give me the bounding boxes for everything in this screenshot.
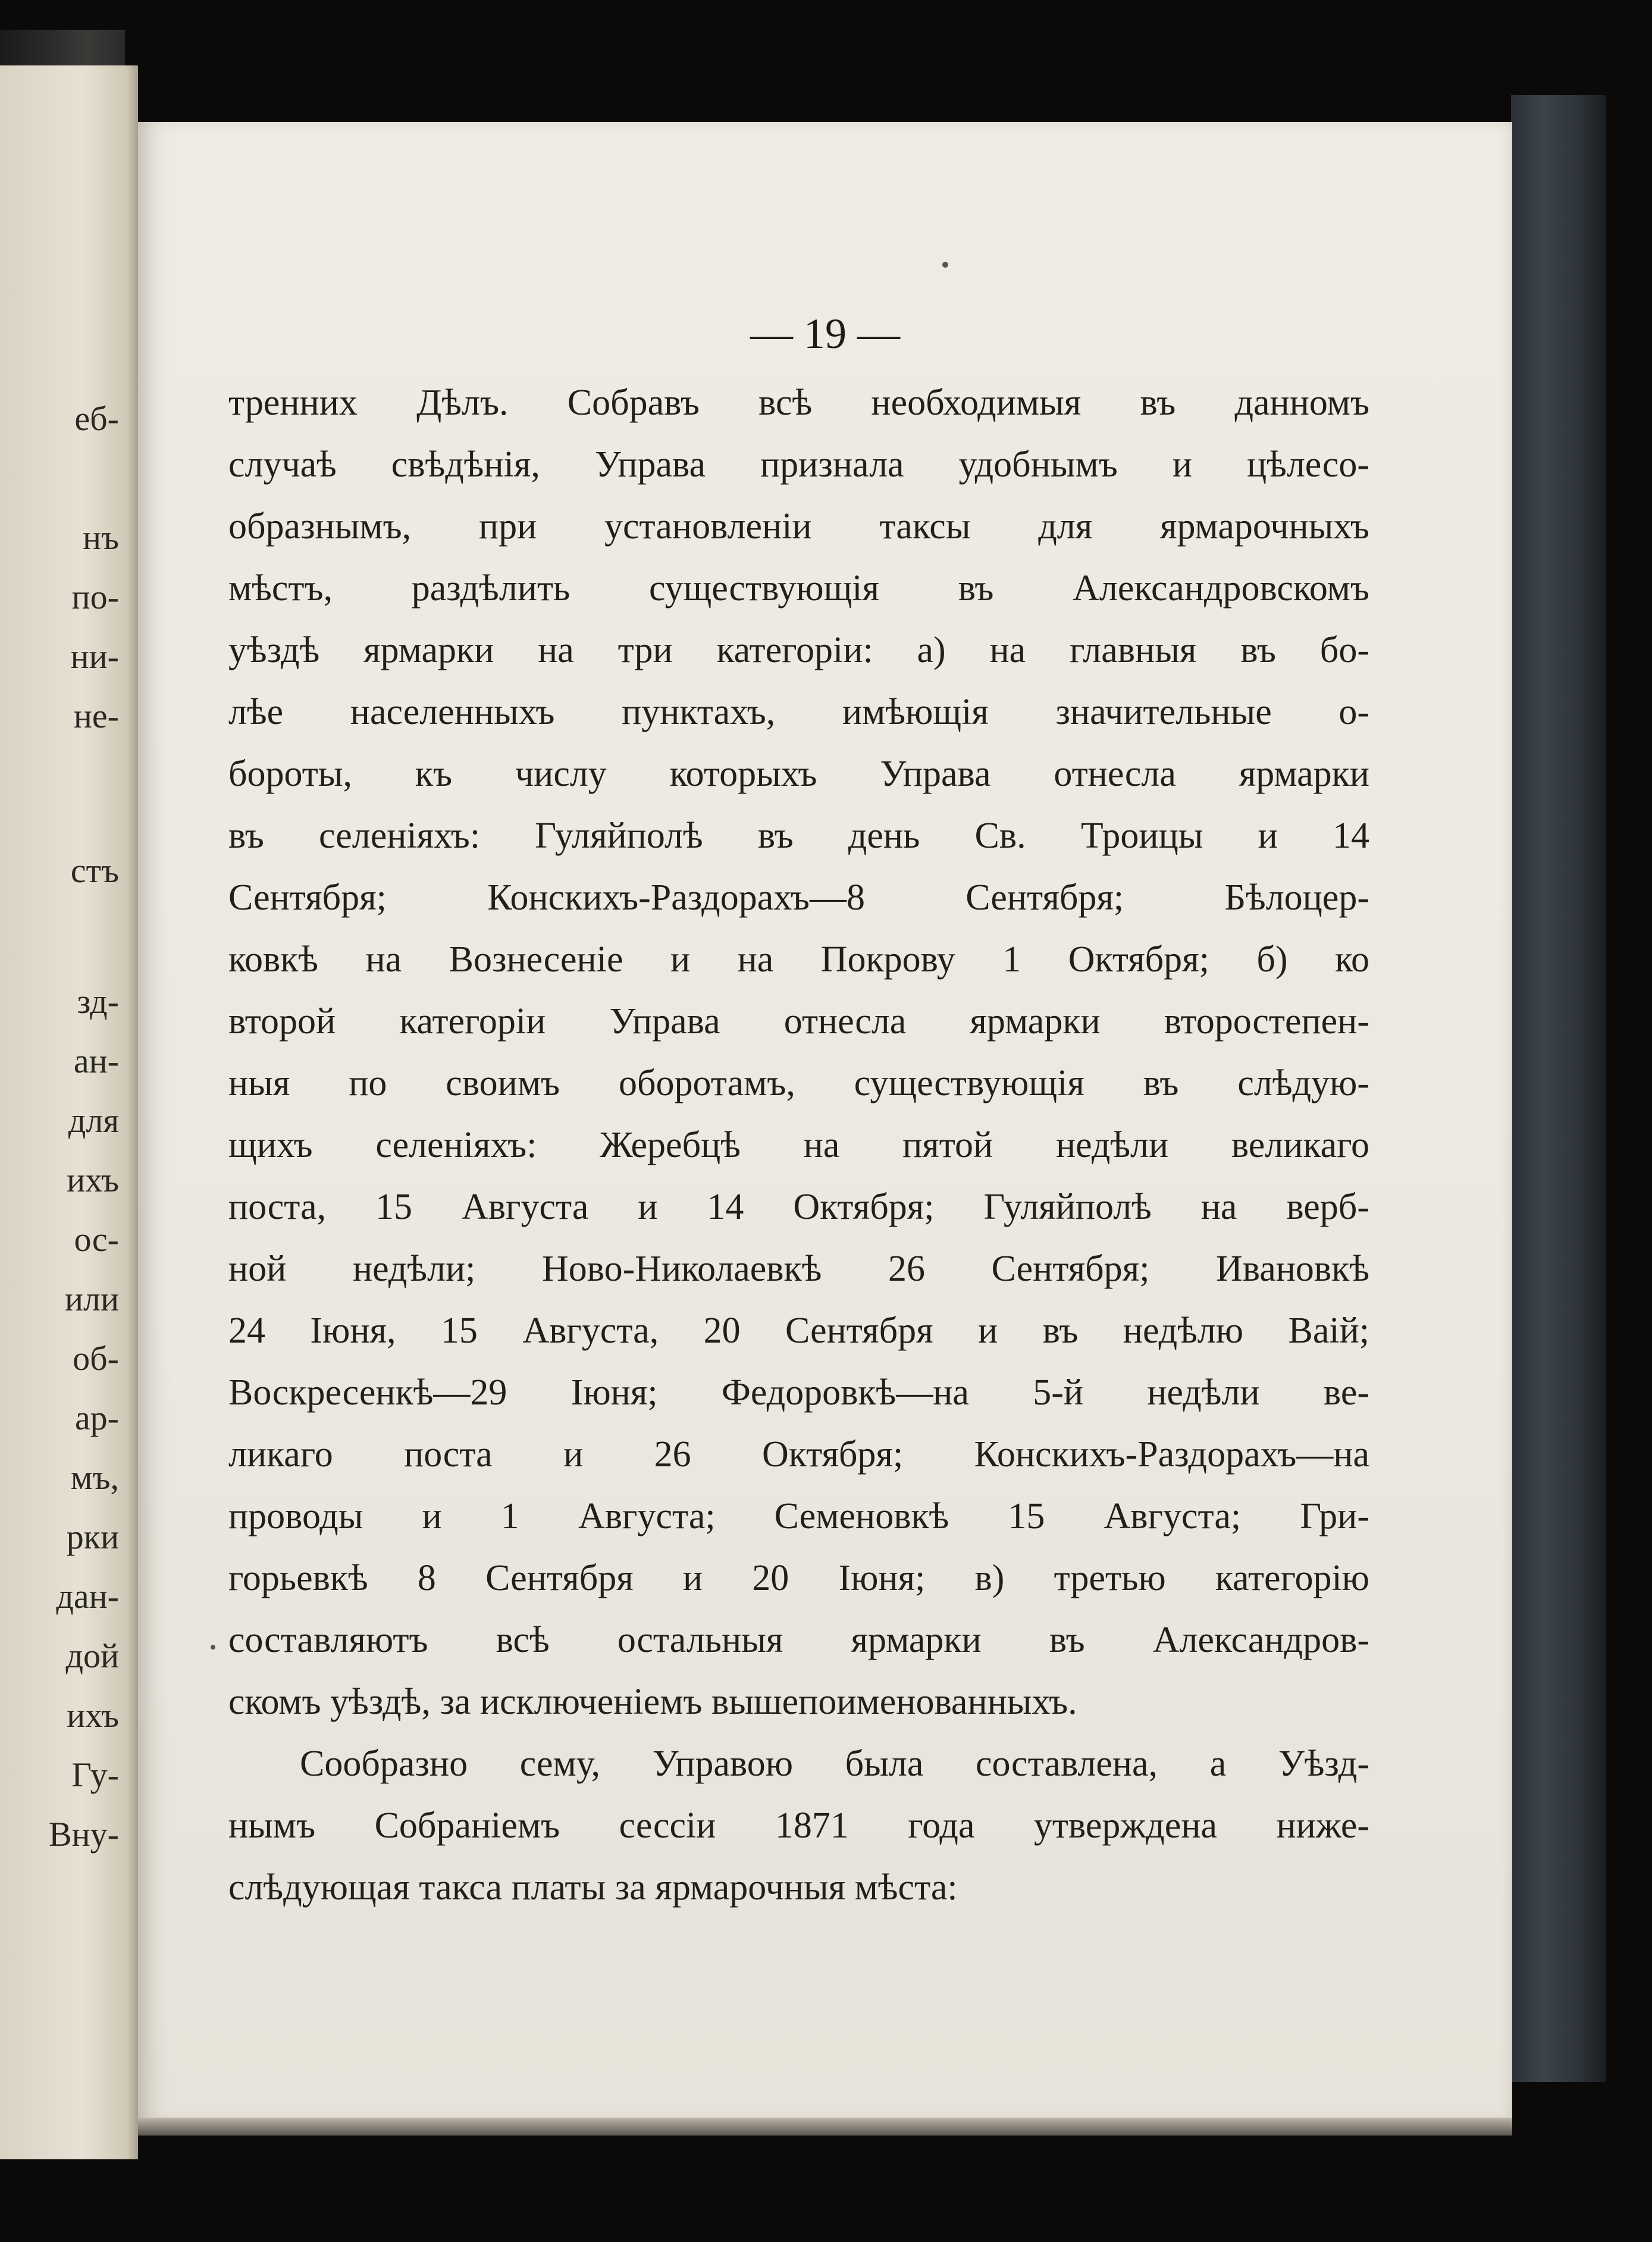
- text-line: щихъ селеніяхъ: Жеребцѣ на пятой недѣли великаго: [228, 1125, 1369, 1165]
- body-text: [228, 372, 1369, 1918]
- text-line: нымъ Собраніемъ сессіи 1871 года утверждена ниже-: [228, 1805, 1369, 1846]
- text-line: лѣе населенныхъ пунктахъ, имѣющія значительные о-: [228, 692, 1369, 732]
- text-line: тренних Дѣлъ. Собравъ всѣ необходимыя въ данномъ: [228, 382, 1369, 423]
- left-page-fragment: еб-: [74, 399, 119, 438]
- text-line: ковкѣ на Вознесеніе и на Покрову 1 Октября; б) ко: [228, 939, 1369, 980]
- text-line: скомъ уѣздѣ, за исключеніемъ вышепоименованныхъ.: [228, 1682, 1077, 1722]
- paper-speck: [211, 1645, 215, 1650]
- text-line: уѣздѣ ярмарки на три категоріи: а) на главныя въ бо-: [228, 630, 1369, 670]
- text-line: второй категоріи Управа отнесла ярмарки второстепен-: [228, 1001, 1369, 1042]
- left-page-fragment: дан-: [56, 1577, 119, 1616]
- page-bottom-edge: [138, 2118, 1512, 2136]
- book-page: [138, 122, 1512, 2121]
- text-line: Сообразно сему, Управою была составлена, а Уѣзд-: [300, 1744, 1369, 1784]
- left-page-fragment: мъ,: [70, 1458, 119, 1497]
- text-line: бороты, къ числу которыхъ Управа отнесла ярмарки: [228, 754, 1369, 794]
- left-page-fragment: рки: [66, 1517, 119, 1556]
- text-line: ныя по своимъ оборотамъ, существующія въ слѣдую-: [228, 1063, 1369, 1103]
- left-page-fragment: об-: [73, 1339, 119, 1378]
- text-line: 24 Іюня, 15 Августа, 20 Сентября и въ недѣлю Ваій;: [228, 1310, 1369, 1351]
- left-page-fragment: ос-: [74, 1220, 119, 1259]
- text-line: поста, 15 Августа и 14 Октября; Гуляйполѣ на верб-: [228, 1187, 1369, 1227]
- text-line: мѣстъ, раздѣлить существующія въ Александровскомъ: [228, 568, 1369, 609]
- left-page-fragment: дой: [65, 1636, 119, 1675]
- text-line: въ селеніяхъ: Гуляйполѣ въ день Св. Троицы и 14: [228, 816, 1369, 856]
- text-line: ной недѣли; Ново-Николаевкѣ 26 Сентября; Ивановкѣ: [228, 1249, 1369, 1289]
- left-page-fragment: ихъ: [67, 1696, 119, 1735]
- paper-speck: [942, 262, 948, 268]
- left-page-fragment: Гу-: [71, 1755, 119, 1794]
- left-page-fragment: или: [64, 1280, 119, 1318]
- text-line: Сентября; Конскихъ-Раздорахъ—8 Сентября; Бѣлоцер-: [228, 877, 1369, 918]
- text-line: горьевкѣ 8 Сентября и 20 Іюня; в) третью категорію: [228, 1558, 1369, 1598]
- left-page-fragment: ихъ: [67, 1161, 119, 1199]
- left-page-fragment: не-: [73, 697, 119, 735]
- left-page-fragment: для: [68, 1101, 119, 1140]
- text-line: Воскресенкѣ—29 Іюня; Федоровкѣ—на 5-й недѣли ве-: [228, 1372, 1369, 1413]
- left-page-fragment: нъ: [82, 518, 119, 557]
- text-line: случаѣ свѣдѣнія, Управа признала удобнымъ и цѣлесо-: [228, 444, 1369, 485]
- left-page-fragment: стъ: [70, 851, 119, 890]
- left-page-fragment: ар-: [74, 1398, 119, 1437]
- left-page-fragment: по-: [71, 578, 119, 616]
- page-number: — 19 —: [750, 310, 900, 358]
- text-line: образнымъ, при установленіи таксы для ярмарочныхъ: [228, 506, 1369, 547]
- left-page-fragment: зд-: [77, 982, 119, 1021]
- text-line: ликаго поста и 26 Октября; Конскихъ-Раздорахъ—на: [228, 1434, 1369, 1475]
- left-page-edge: [0, 65, 138, 2159]
- left-page-fragment: ни-: [70, 637, 119, 676]
- left-page-fragment: ан-: [73, 1042, 119, 1080]
- text-line: слѣдующая такса платы за ярмарочныя мѣста:: [228, 1867, 958, 1908]
- text-line: проводы и 1 Августа; Семеновкѣ 15 Августа; Гри-: [228, 1496, 1369, 1537]
- book-cover-right: [1511, 95, 1606, 2082]
- text-line: составляютъ всѣ остальныя ярмарки въ Александров-: [228, 1620, 1369, 1660]
- left-page-fragment: Вну-: [48, 1815, 119, 1854]
